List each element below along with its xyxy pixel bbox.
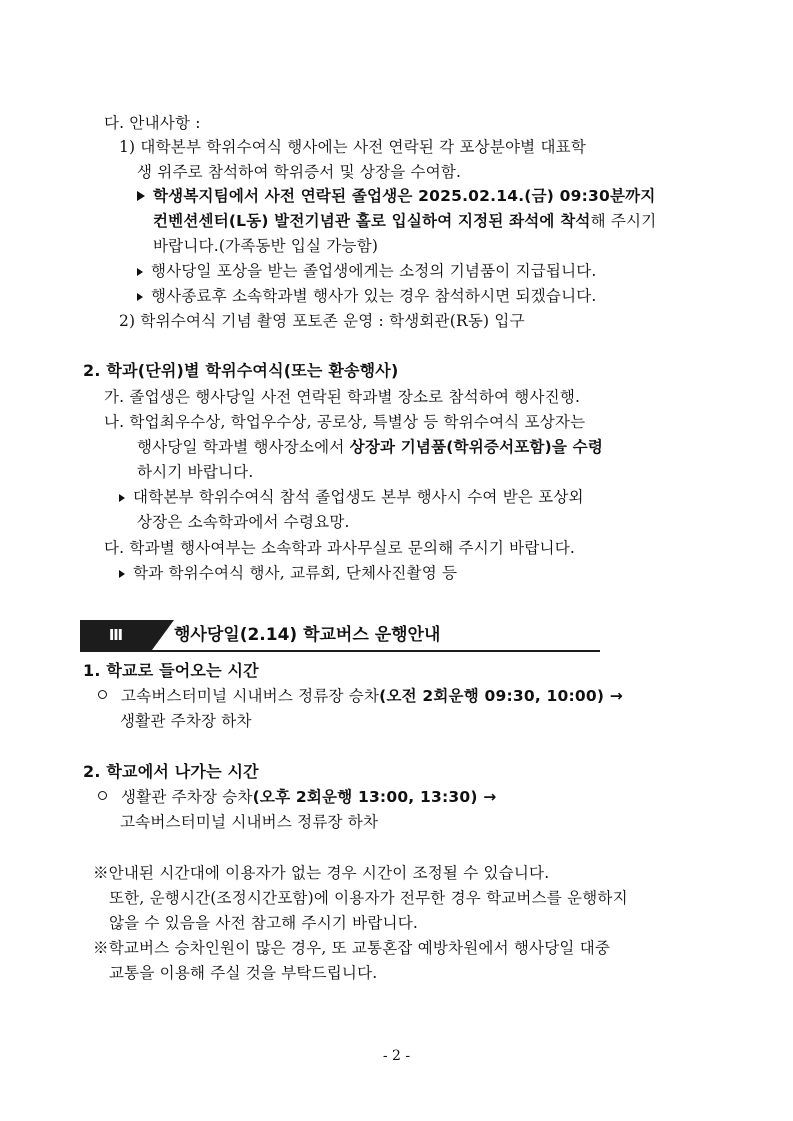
note1-line3: 않을 수 있음을 사전 참고해 주시기 바랍니다.	[109, 914, 419, 932]
notice-bullet2: 행사당일 포상을 받는 졸업생에게는 소정의 기념품이 지급됩니다.	[137, 261, 597, 281]
dept-da-bullet: 학과 학위수여식 행사, 교류회, 단체사진촬영 등	[119, 563, 457, 583]
dept-ga: 가. 졸업생은 행사당일 사전 연락된 학과별 장소로 참석하여 행사진행.	[104, 388, 581, 406]
dept-na-line1: 나. 학업최우수상, 학업우수상, 공로상, 특별상 등 학위수여식 포상자는	[104, 413, 586, 431]
triangle-bullet-icon	[119, 494, 125, 502]
notice-item2: 2) 학위수여식 기념 촬영 포토존 운영 : 학생회관(R동) 입구	[119, 312, 525, 330]
notice-bullet1-line2: 컨벤션센터(L동) 발전기념관 홀로 입실하여 지정된 좌석에 착석해 주시기	[153, 212, 657, 230]
dept-na-bullet-line1: 대학본부 학위수여식 참석 졸업생도 본부 행사시 수여 받은 포상외	[119, 487, 584, 507]
page-number: - 2 -	[382, 1048, 411, 1064]
bus-in-line1: 고속버스터미널 시내버스 정류장 승차(오전 2회운행 09:30, 10:00) →	[98, 686, 623, 706]
note1-line2: 또한, 운행시간(조정시간포함)에 이용자가 전무한 경우 학교버스를 운행하지	[109, 889, 628, 907]
triangle-bullet-icon	[119, 570, 125, 578]
bus-out-heading: 2. 학교에서 나가는 시간	[83, 762, 259, 781]
triangle-bullet-icon	[137, 293, 143, 301]
bus-in-line2: 생활관 주차장 하차	[120, 712, 252, 730]
triangle-bullet-icon	[137, 268, 143, 276]
dept-na-bullet-line2: 상장은 소속학과에서 수령요망.	[137, 513, 350, 531]
notice-item1-line1: 1) 대학본부 학위수여식 행사에는 사전 연락된 각 포상분야별 대표학	[119, 138, 586, 156]
section-number: Ⅲ	[80, 620, 152, 650]
circle-bullet-icon	[98, 690, 107, 699]
bus-in-heading: 1. 학교로 들어오는 시간	[83, 661, 259, 680]
section-slant-shape	[152, 620, 174, 650]
note2-line2: 교통을 이용해 주실 것을 부탁드립니다.	[109, 964, 378, 982]
section-header	[80, 620, 600, 650]
notice-intro: 다. 안내사항 :	[104, 114, 201, 132]
circle-bullet-icon	[98, 791, 107, 800]
section-underline	[80, 650, 600, 652]
dept-heading: 2. 학과(단위)별 학위수여식(또는 환송행사)	[83, 361, 399, 380]
notice-bullet1-line3: 바랍니다.(가족동반 입실 가능함)	[153, 237, 379, 255]
dept-na-line2: 행사당일 학과별 행사장소에서 상장과 기념품(학위증서포함)을 수령	[137, 438, 603, 456]
dept-da: 다. 학과별 행사여부는 소속학과 과사무실로 문의해 주시기 바랍니다.	[104, 539, 575, 557]
notice-bullet1-line1: 학생복지팀에서 사전 연락된 졸업생은 2025.02.14.(금) 09:30분까지	[137, 186, 656, 206]
bus-out-line2: 고속버스터미널 시내버스 정류장 하차	[120, 813, 379, 831]
bus-out-line1: 생활관 주차장 승차(오후 2회운행 13:00, 13:30) →	[98, 787, 496, 807]
triangle-bullet-icon	[137, 191, 145, 201]
note1-line1: ※안내된 시간대에 이용자가 없는 경우 시간이 조정될 수 있습니다.	[93, 864, 550, 882]
dept-na-line3: 하시기 바랍니다.	[137, 463, 254, 481]
notice-bullet3: 행사종료후 소속학과별 행사가 있는 경우 참석하시면 되겠습니다.	[137, 286, 597, 306]
section-title: 행사당일(2.14) 학교버스 운행안내	[174, 625, 441, 645]
note2-line1: ※학교버스 승차인원이 많은 경우, 또 교통혼잡 예방차원에서 행사당일 대중	[93, 939, 611, 957]
notice-item1-line2: 생 위주로 참석하여 학위증서 및 상장을 수여함.	[137, 163, 462, 181]
